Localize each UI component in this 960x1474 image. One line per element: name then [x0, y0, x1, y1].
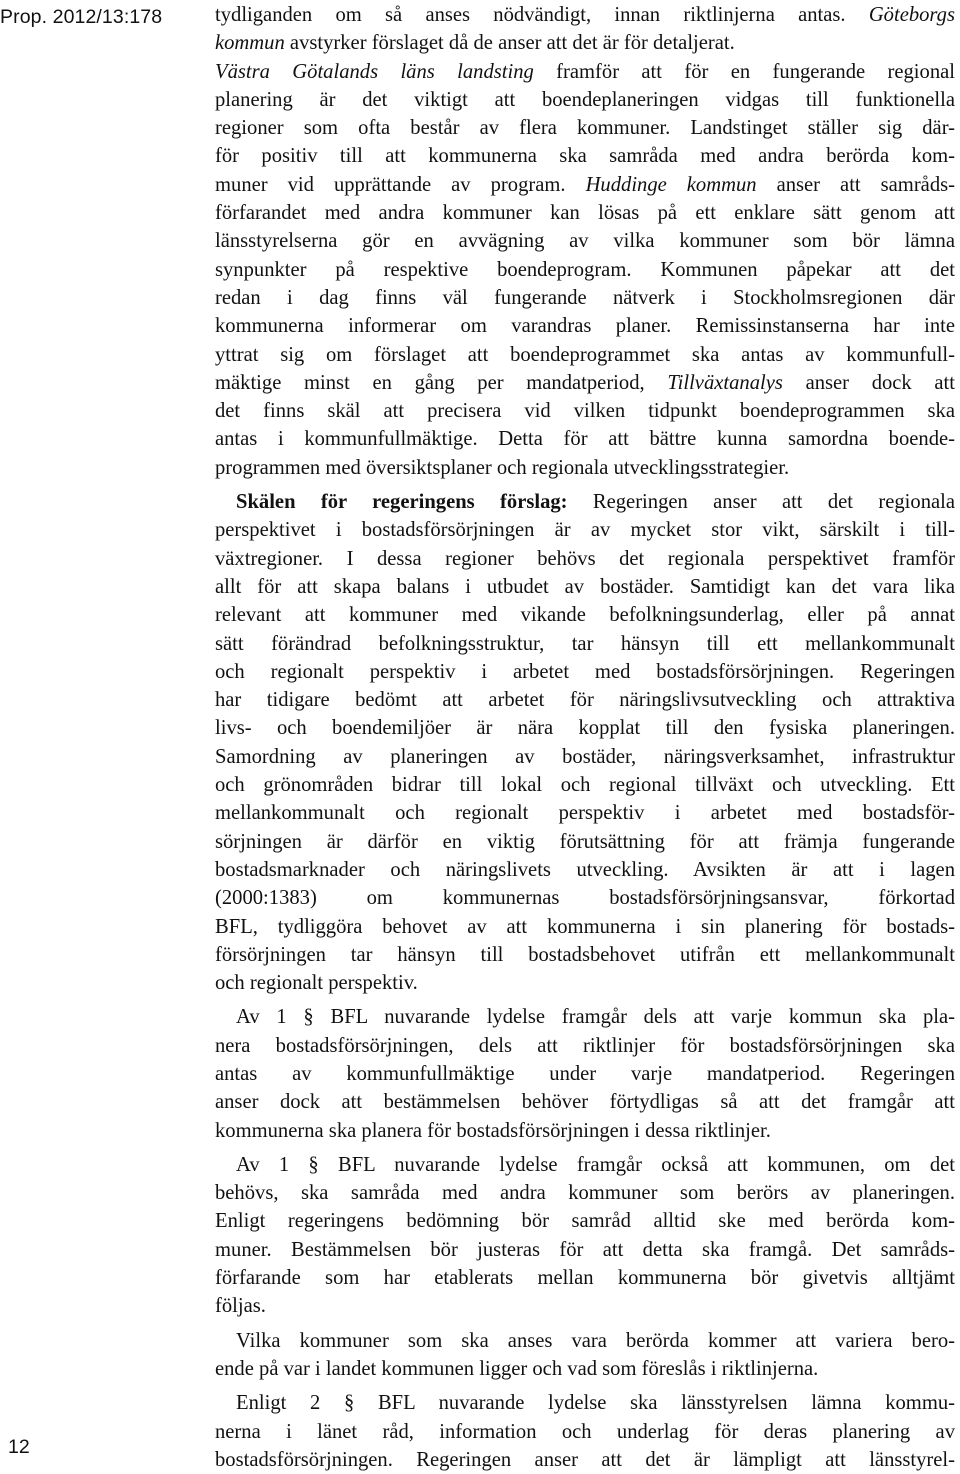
- text-line: [215, 312, 955, 340]
- text-line: [215, 884, 955, 912]
- text-segment: bostadsförsörjningen. Regeringen anser att det är lämpligt att länsstyrel-: [215, 1448, 955, 1471]
- text-line: [215, 1151, 955, 1179]
- text-segment: ende på var i landet kommunen ligger och vad som föreslås i riktlinjerna.: [215, 1357, 819, 1380]
- text-line: [215, 58, 955, 86]
- text-line: [215, 799, 955, 827]
- text-segment: kommunerna informerar om varandras planer. Remissinstanserna har inte: [215, 315, 955, 338]
- text-segment: planering är det viktigt att boendeplaneringen vidgas till funktionella: [215, 88, 955, 111]
- italic-text: Västra Götalands läns landsting: [215, 60, 534, 83]
- italic-text: kommun: [215, 32, 285, 55]
- text-segment: anser dock att bestämmelsen behöver förtydligas så att det framgår att: [215, 1091, 955, 1114]
- text-segment: (2000:1383) om kommunernas bostadsförsörjningsansvar, förkortad: [215, 887, 955, 910]
- text-segment: Samordning av planeringen av bostäder, näringsverksamhet, infrastruktur: [215, 745, 955, 768]
- italic-text: Huddinge kommun: [585, 173, 757, 196]
- text-segment: förfarande som har etablerats mellan kommunerna bör givetvis alltjämt: [215, 1267, 955, 1290]
- text-line: [215, 1355, 955, 1383]
- text-segment: länsstyrelserna gör en avvägning av vilka kommuner som bör lämna: [215, 230, 955, 253]
- text-line: [215, 488, 955, 516]
- text-line: [215, 1264, 955, 1292]
- text-line: [215, 1032, 955, 1060]
- text-line: [215, 1088, 955, 1116]
- text-line: [215, 171, 955, 199]
- text-line: [215, 1292, 955, 1320]
- text-line: [215, 1, 955, 29]
- text-line: [215, 256, 955, 284]
- text-segment: för positiv till att kommunerna ska samråda med andra berörda kom-: [215, 145, 955, 168]
- text-segment: det finns skäl att precisera vid vilken tidpunkt boendeprogrammen ska: [215, 400, 955, 423]
- text-segment: muner. Bestämmelsen bör justeras för att detta ska framgå. Det samråds-: [215, 1238, 955, 1261]
- page-number: 12: [8, 1436, 30, 1458]
- italic-text: Göteborgs: [868, 4, 955, 26]
- text-line: [215, 771, 955, 799]
- text-segment: Av 1 § BFL nuvarande lydelse framgår också att kommunen, om det: [236, 1153, 955, 1176]
- text-line: [215, 913, 955, 941]
- text-segment: nera bostadsförsörjningen, dels att riktlinjer för bostadsförsörjningen ska: [215, 1034, 955, 1057]
- text-line: [215, 686, 955, 714]
- text-segment: framför att för en fungerande regional: [533, 60, 955, 83]
- text-segment: perspektivet i bostadsförsörjningen är av mycket stor vikt, särskilt i till-: [215, 519, 955, 542]
- document-reference: Prop. 2012/13:178: [0, 6, 163, 28]
- text-line: [215, 1418, 955, 1446]
- text-line: [215, 1236, 955, 1264]
- text-segment: sätt förändrad befolkningsstruktur, tar hänsyn till ett mellankommunalt: [215, 632, 955, 655]
- bold-heading-text: Skälen för regeringens förslag:: [236, 491, 568, 514]
- text-line: [215, 714, 955, 742]
- text-line: [215, 86, 955, 114]
- text-segment: relevant att kommuner med vikande befolkningsunderlag, eller på annat: [215, 604, 955, 627]
- text-segment: följas.: [215, 1295, 266, 1318]
- text-line: [215, 545, 955, 573]
- text-segment: Regeringen anser att det regionala: [567, 491, 955, 514]
- text-segment: bostadsmarknader och näringslivets utveckling. Avsikten är att i lagen: [215, 858, 955, 881]
- text-line: [215, 1389, 955, 1417]
- text-line: [215, 341, 955, 369]
- text-line: [215, 828, 955, 856]
- text-segment: mellankommunalt och regionalt perspektiv i arbetet med bostadsför-: [215, 802, 955, 825]
- text-segment: programmen med översiktsplaner och regionala utvecklingsstrategier.: [215, 456, 790, 479]
- text-segment: antas av kommunfullmäktige under varje mandatperiod. Regeringen: [215, 1062, 955, 1085]
- text-line: [215, 199, 955, 227]
- text-line: [215, 658, 955, 686]
- text-line: [215, 601, 955, 629]
- text-segment: livs- och boendemiljöer är nära kopplat till den fysiska planeringen.: [215, 717, 955, 740]
- text-segment: Av 1 § BFL nuvarande lydelse framgår dels att varje kommun ska pla-: [236, 1006, 955, 1029]
- text-line: [215, 573, 955, 601]
- text-line: [215, 1446, 955, 1474]
- text-segment: antas i kommunfullmäktige. Detta för att bättre kunna samordna boende-: [215, 428, 955, 451]
- text-line: [215, 284, 955, 312]
- text-segment: Enligt 2 § BFL nuvarande lydelse ska länsstyrelsen lämna kommu-: [236, 1392, 955, 1415]
- text-line: [215, 29, 955, 57]
- text-segment: nerna i länet råd, information och underlag för deras planering av: [215, 1420, 955, 1443]
- text-line: [215, 227, 955, 255]
- text-segment: sörjningen är därför en viktig förutsättning för att främja fungerande: [215, 830, 955, 853]
- text-segment: muner vid upprättande av program.: [215, 173, 586, 196]
- text-segment: Enligt regeringens bedömning bör samråd alltid ske med berörda kom-: [215, 1210, 955, 1233]
- text-segment: synpunkter på respektive boendeprogram. Kommunen påpekar att det: [215, 258, 955, 281]
- text-line: [215, 1003, 955, 1031]
- text-line: [215, 941, 955, 969]
- text-line: [215, 114, 955, 142]
- text-segment: förfarandet med andra kommuner kan lösas på ett enklare sätt genom att: [215, 202, 955, 225]
- text-segment: försörjningen tar hänsyn till bostadsbehovet utifrån ett mellankommunalt: [215, 943, 955, 966]
- text-segment: kommunerna ska planera för bostadsförsörjningen i dessa riktlinjer.: [215, 1119, 771, 1142]
- text-line: [215, 454, 955, 482]
- text-segment: behövs, ska samråda med andra kommuner som berörs av planeringen.: [215, 1182, 955, 1205]
- text-segment: yttrat sig om förslaget att boendeprogrammet ska antas av kommunfull-: [215, 343, 955, 366]
- body-text: [215, 1, 955, 1474]
- text-segment: tydliganden om så anses nödvändigt, innan riktlinjerna antas.: [215, 4, 869, 26]
- text-line: [215, 397, 955, 425]
- text-segment: BFL, tydliggöra behovet av att kommunerna i sin planering för bostads-: [215, 915, 955, 938]
- text-line: [215, 1060, 955, 1088]
- text-segment: avstyrker förslaget då de anser att det är för detaljerat.: [284, 32, 735, 55]
- text-segment: växtregioner. I dessa regioner behövs det regionala perspektivet framför: [215, 547, 955, 570]
- text-segment: och regionalt perspektiv.: [215, 972, 418, 995]
- text-line: [215, 1179, 955, 1207]
- text-segment: regioner som ofta består av flera kommuner. Landstinget ställer sig där-: [215, 117, 955, 140]
- text-line: [215, 969, 955, 997]
- text-line: [215, 743, 955, 771]
- text-line: [215, 856, 955, 884]
- text-segment: har tidigare bedömt att arbetet för näringslivsutveckling och attraktiva: [215, 689, 955, 712]
- text-segment: Vilka kommuner som ska anses vara berörda kommer att variera bero-: [236, 1329, 955, 1352]
- text-line: [215, 630, 955, 658]
- text-segment: redan i dag finns väl fungerande nätverk i Stockholmsregionen där: [215, 286, 955, 309]
- text-line: [215, 369, 955, 397]
- text-line: [215, 425, 955, 453]
- text-segment: anser att samråds-: [756, 173, 955, 196]
- italic-text: Tillväxtanalys: [667, 371, 783, 394]
- text-line: [215, 516, 955, 544]
- text-line: [215, 142, 955, 170]
- text-line: [215, 1117, 955, 1145]
- text-segment: och regionalt perspektiv i arbetet med bostadsförsörjningen. Regeringen: [215, 660, 955, 683]
- text-line: [215, 1327, 955, 1355]
- text-segment: och grönområden bidrar till lokal och regional tillväxt och utveckling. Ett: [215, 774, 955, 797]
- text-segment: mäktige minst en gång per mandatperiod,: [215, 371, 668, 394]
- text-segment: allt för att skapa balans i utbudet av bostäder. Samtidigt kan det vara lika: [215, 575, 955, 598]
- text-segment: anser dock att: [782, 371, 955, 394]
- text-line: [215, 1207, 955, 1235]
